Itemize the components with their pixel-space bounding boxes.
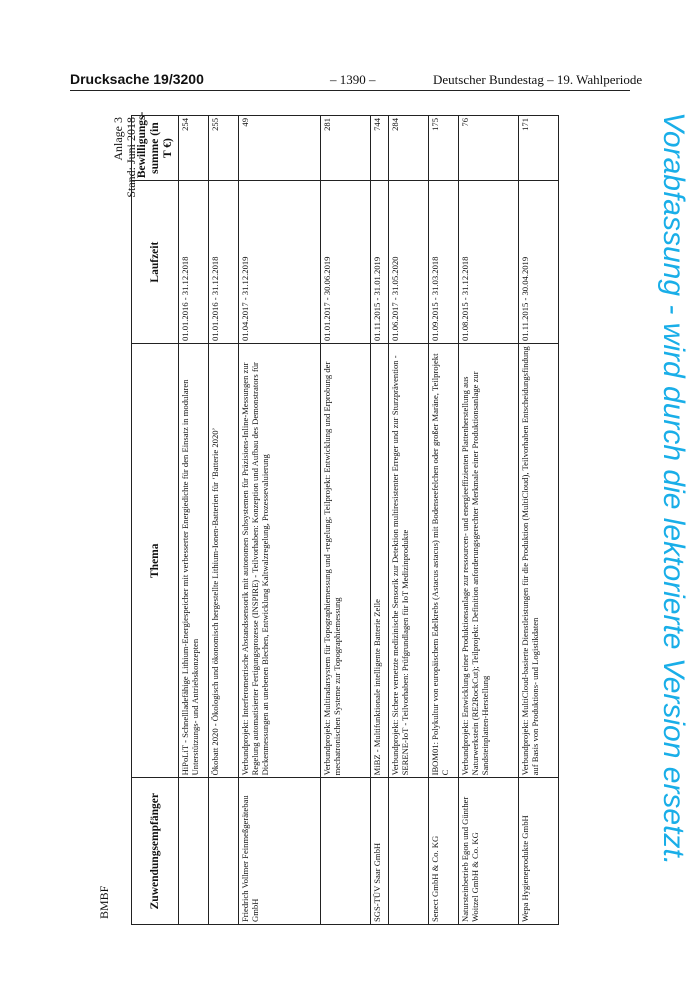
- table-row: [429, 116, 459, 925]
- watermark: [656, 112, 696, 912]
- cell-topic: Ökobatt 2020 - Ökologisch und ökonomisch hergestellte Lithium-Ionen-Batterien für ‘Batterie 2020’: [209, 344, 239, 778]
- cell-topic: IBOM01: Polykultur von europäischem Edelkrebs (Astacus astacus) mit Bodenseefelchen oder großer Maräne, Teilprojekt C: [429, 344, 459, 778]
- cell-duration: 01.01.2016 - 31.12.2018: [209, 181, 239, 344]
- col-amount: Bewilligungs-summe (in T €): [132, 116, 179, 181]
- table-row: [371, 116, 389, 925]
- cell-duration: 01.11.2015 - 31.01.2019: [371, 181, 389, 344]
- cell-recipient: Friedrich Vollmer Feinmeßgerätebau GmbH: [239, 778, 321, 925]
- cell-duration: 01.06.2017 - 31.05.2020: [389, 181, 429, 344]
- cell-duration: 01.04.2017 - 31.12.2019: [239, 181, 321, 344]
- cell-duration: 01.01.2017 - 30.06.2019: [321, 181, 371, 344]
- cell-amount: 171: [519, 116, 559, 181]
- document-id: Drucksache 19/3200: [70, 71, 204, 87]
- funding-table: [131, 111, 559, 925]
- cell-recipient: Wepa Hygieneprodukte GmbH: [519, 778, 559, 925]
- annex-title: Anlage 3: [111, 117, 125, 161]
- publisher: Deutscher Bundestag – 19. Wahlperiode: [433, 72, 643, 87]
- cell-amount: 175: [429, 116, 459, 181]
- table-row: [389, 116, 429, 925]
- cell-amount: 254: [179, 116, 209, 181]
- table-header-row: [132, 116, 179, 925]
- cell-duration: 01.01.2016 - 31.12.2018: [179, 181, 209, 344]
- table-row: [239, 116, 321, 925]
- col-topic: Thema: [132, 344, 179, 778]
- rotated-page-content: [97, 105, 575, 925]
- cell-duration: 01.08.2015 - 31.12.2018: [459, 181, 519, 344]
- cell-recipient: [209, 778, 239, 925]
- cell-recipient: Natursteinbetrieb Egon und Günther Woitzel GmbH & Co. KG: [459, 778, 519, 925]
- col-recipient: Zuwendungsempfänger: [132, 778, 179, 925]
- table-row: [321, 116, 371, 925]
- page-number: – 1390 –: [330, 72, 376, 87]
- status-date: Stand: Juni 2018: [124, 117, 138, 198]
- cell-recipient: Senect GmbH & Co. KG: [429, 778, 459, 925]
- cell-duration: 01.09.2015 - 31.03.2018: [429, 181, 459, 344]
- cell-amount: 49: [239, 116, 321, 181]
- table-row: [519, 116, 559, 925]
- cell-amount: 284: [389, 116, 429, 181]
- cell-amount: 76: [459, 116, 519, 181]
- header-rule: [70, 90, 630, 91]
- watermark-text: Vorabfassung - wird durch die lektorierte Version ersetzt.: [657, 112, 690, 866]
- cell-amount: 281: [321, 116, 371, 181]
- cell-duration: 01.11.2015 - 30.04.2019: [519, 181, 559, 344]
- cell-amount: 255: [209, 116, 239, 181]
- cell-topic: Verbundprojekt: Multiradarsystem für Topographiemessung und -regelung; Teilprojekt: Entwicklung und Erprobung der mechatronischen Systeme zur Topographiemessung: [321, 344, 371, 778]
- cell-topic: HiPoLiT - Schnellladefähige Lithium-Energiespeicher mit verbesserter Energiedichte für den Einsatz in modularen Unterstützungs- und Antriebskonzepten: [179, 344, 209, 778]
- cell-recipient: [179, 778, 209, 925]
- cell-topic: MiBZ - Multifunktionale intelligente Batterie Zelle: [371, 344, 389, 778]
- ministry-label: BMBF: [97, 885, 111, 919]
- cell-recipient: [321, 778, 371, 925]
- cell-amount: 744: [371, 116, 389, 181]
- col-duration: Laufzeit: [132, 181, 179, 344]
- cell-topic: Verbundprojekt: Interferometrische Abstandssensorik mit autonomen Subsystemen für Präzisions-Inline-Messungen zur Regelung automatisierter Fertigungsprozesse (INSPIRE) - Teilvorhaben: Konzeption und Aufbau des Demonstrators für Dickenmessungen an unebenen Blechen, Entwicklung Kaltwalzregelung, Prozessevaluierung: [239, 344, 321, 778]
- table-row: [209, 116, 239, 925]
- cell-recipient: [389, 778, 429, 925]
- cell-topic: Verbundprojekt: MultiCloud-basierte Dienstleistungen für die Produktion (MultiCloud), Teilvorhaben Entscheidungsfindung auf Basis von Produktions- und Logistikdaten: [519, 344, 559, 778]
- table-row: [459, 116, 519, 925]
- cell-topic: Verbundprojekt: Entwicklung einer Produktionsanlage zur ressourcen- und energieeffizienten Plattenherstellung aus Naturwerkstein (RE2RockCut); Teilprojekt: Definition anforderungsgerechter Merkmale einer Produktionsanlage zur Sandsteinplatten-Herstellung: [459, 344, 519, 778]
- cell-topic: Verbundprojekt: Sichere vernetzte medizinische Sensorik zur Detektion multiresistenter Erreger und zur Sturzprävention - SERENE-IoT - Teilvorhaben: Prüfgrundlagen für IoT Medizinprodukte: [389, 344, 429, 778]
- cell-recipient: SGS-TÜV Saar GmbH: [371, 778, 389, 925]
- table-row: [179, 116, 209, 925]
